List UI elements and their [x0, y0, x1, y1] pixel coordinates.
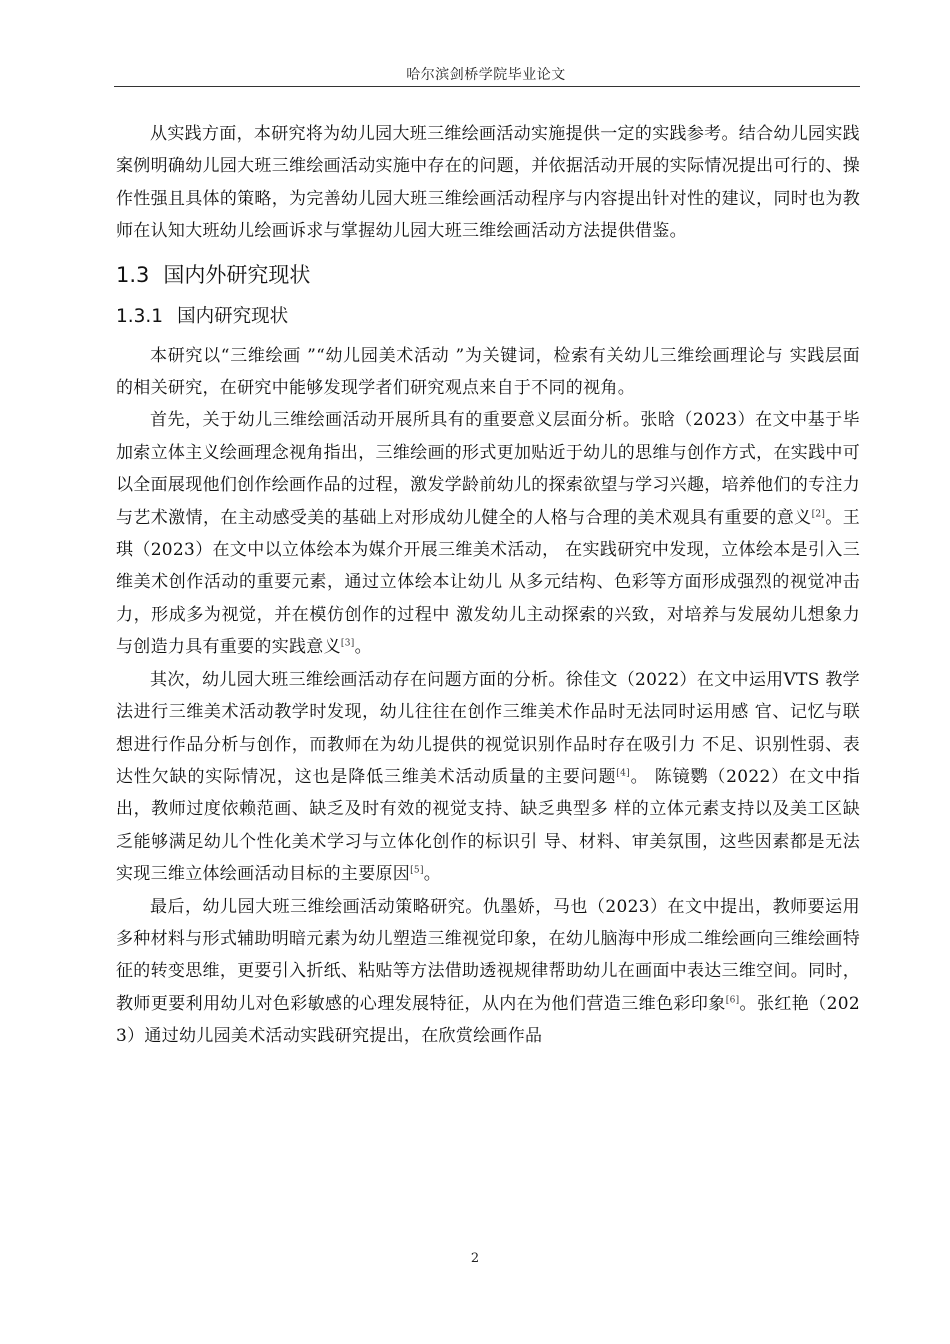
- running-header: 哈尔滨剑桥学院毕业论文: [406, 67, 566, 83]
- paragraph-keywords: 本研究以“三维绘画 ”“幼儿园美术活动 ”为关键词，检索有关幼儿三维绘画理论与 实践层面的相关研究，在研究中能够发现学者们研究观点来自于不同的视角。: [116, 345, 860, 399]
- citation-marker: [6]: [725, 995, 740, 1006]
- text-run: 。: [354, 637, 372, 658]
- page-number: 2: [470, 1251, 480, 1266]
- citation-marker: [3]: [340, 638, 355, 649]
- text-run: 首先，关于幼儿三维绘画活动开展所具有的重要意义层面分析。张晗（2023）在文中基于毕加索立体主义绘画理念视角指出，三维绘画的形式更加贴近于幼儿的思维与创作方式，在实践中可以全面展现他们创作绘画作品的过程，激发学龄前幼儿的探索欲望与学习兴趣，培养他们的专注力与艺术激情，在主动感受美的基础上对形成幼儿健全的人格与合理的美术观具有重要的意义: [116, 410, 860, 528]
- paragraph-problem-analysis: [116, 664, 860, 891]
- text-run: 。张红艳（2023）通过幼儿园美术活动实践研究提出，在欣赏绘画作品: [116, 993, 860, 1047]
- subsection-title: 国内研究现状: [177, 305, 289, 327]
- section-number: 1.3: [116, 262, 150, 287]
- text-run: 最后，幼儿园大班三维绘画活动策略研究。仇墨娇，马也（2023）在文中提出，教师要运用多种材料与形式辅助明暗元素为幼儿塑造三维视觉印象，在幼儿脑海中形成二维绘画向三维绘画特征的转变思维，更要引入折纸、粘贴等方法借助透视规律帮助幼儿在画面中表达三维空间。同时，教师更要利用幼儿对色彩敏感的心理发展特征，从内在为他们营造三维色彩印象: [116, 896, 860, 1014]
- citation-marker: [2]: [811, 509, 826, 519]
- paragraph-practical-significance: 从实践方面，本研究将为幼儿园大班三维绘画活动实施提供一定的实践参考。结合幼儿园实践案例明确幼儿园大班三维绘画活动实施中存在的问题，并依据活动开展的实际情况提出可行的、操作性强且具体的策略，为完善幼儿园大班三维绘画活动程序与内容提出针对性的建议，同时也为教师在认知大班幼儿绘画诉求与掌握幼儿园大班三维绘画活动方法提供借鉴。: [116, 124, 860, 242]
- text-run: 。王琪（2023）在文中以立体绘本为媒介开展三维美术活动， 在实践研究中发现，立体绘本是引入三维美术创作活动的重要元素，通过立体绘本让幼儿 从多元结构、色彩等方面形成强烈的视觉冲击力，形成多为视觉，并在模仿创作的过程中 激发幼儿主动探索的兴致，对培养与发展幼儿想象力与创造力具有重要的实践意义: [116, 507, 860, 658]
- paragraph-significance-analysis: [116, 404, 860, 663]
- header-rule: [114, 86, 860, 87]
- text-run: 其次，幼儿园大班三维绘画活动存在问题方面的分析。徐佳文（2022）在文中运用VTS 教学法进行三维美术活动教学时发现，幼儿往往在创作三维美术作品时无法同时运用感 官、记忆与联想进行作品分析与创作，而教师在为幼儿提供的视觉识别作品时存在吸引力 不足、识别性弱、表达性欠缺的实际情况，这也是降低三维美术活动质量的主要问题: [116, 669, 860, 787]
- citation-marker: [5]: [410, 865, 424, 876]
- page-body: [116, 118, 860, 1053]
- section-heading: [116, 257, 860, 293]
- text-run: 。: [423, 864, 442, 885]
- subsection-heading: [116, 300, 860, 334]
- section-title: 国内外研究现状: [163, 262, 311, 287]
- subsection-number: 1.3.1: [116, 305, 164, 327]
- paragraph-strategy-research: [116, 891, 860, 1053]
- citation-marker: [4]: [616, 768, 630, 779]
- text-run: 。 陈镜鹦（2022）在文中指出，教师过度依赖范画、缺乏及时有效的视觉支持、缺乏典型多 样的立体元素支持以及美工区缺乏能够满足幼儿个性化美术学习与立体化创作的标识引 导、材料、审美氛围，这些因素都是无法实现三维立体绘画活动目标的主要原因: [116, 766, 860, 885]
